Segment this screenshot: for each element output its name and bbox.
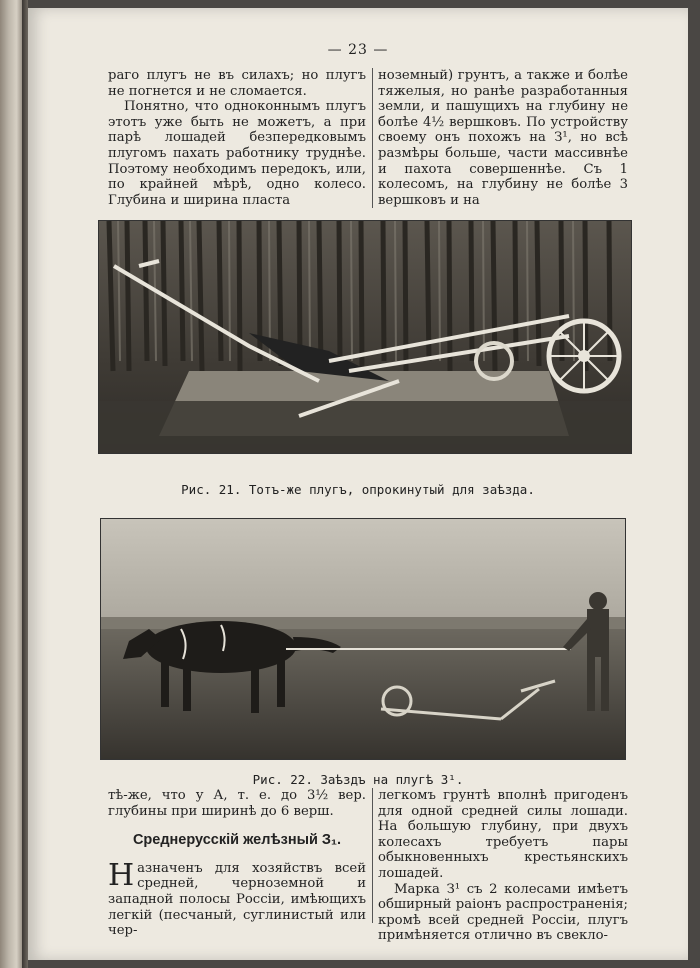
- top-right-column: [378, 68, 628, 208]
- drop-cap: Н: [108, 857, 135, 893]
- book-page: [28, 8, 688, 960]
- column-divider: [372, 788, 373, 923]
- figure-22-caption: Рис. 22. Заѣздъ на плугѣ З¹.: [252, 772, 464, 787]
- bottom-left-column: [108, 788, 366, 939]
- bottom-right-column: [378, 788, 628, 944]
- figure-22-photo: [100, 518, 626, 760]
- figure-21-photo: [98, 220, 632, 454]
- paragraph: [108, 857, 366, 939]
- column-divider: [372, 68, 373, 208]
- horse-ploughing-illustration: [101, 519, 625, 759]
- paragraph: раго плугъ не въ силахъ; но плугъ не погнется и не сломается.: [108, 68, 366, 99]
- paragraph-body: азначенъ для хозяйствъ всей средней, черноземной и западной полосы Россіи, имѣющихъ легкій (песчаный, суглинистый или чер-: [108, 860, 366, 939]
- plough-overturned-illustration: [99, 221, 631, 453]
- top-left-column: [108, 68, 366, 208]
- paragraph: легкомъ грунтѣ вполнѣ пригоденъ для одной средней силы лошади. На большую глубину, при двухъ колесахъ требуетъ пары обыкновенныхъ крестьянскихъ лошадей.: [378, 788, 628, 881]
- figure-21-caption: Рис. 21. Тотъ-же плугъ, опрокинутый для заѣзда.: [181, 482, 535, 497]
- page-number: — 23 —: [327, 42, 389, 58]
- paragraph: Понятно, что одноконнымъ плугъ этотъ уже быть не можетъ, а при парѣ лошадей безпередковымъ плугомъ пахать работнику труднѣе. Поэтому необходимъ передокъ, или, по крайней мѣрѣ, одно колесо. Глубина и ширина пласта: [108, 99, 366, 208]
- paragraph: Марка З¹ съ 2 колесами имѣетъ обширный раіонъ распространенія; кромѣ всей средней Россіи, плугъ примѣняется отлично въ свекло-: [378, 881, 628, 944]
- paragraph: тѣ-же, что у А, т. е. до 3½ вер. глубины при ширинѣ до 6 верш.: [108, 788, 366, 819]
- left-page-edge: [0, 0, 22, 968]
- paragraph: ноземный) грунтъ, а также и болѣе тяжелыя, но ранѣе разработанныя земли, и пашущихъ на глубину не болѣе 4½ вершковъ. По устройству своему онъ похожъ на З¹, но всѣ размѣры больше, части массивнѣе и пахота совершеннѣе. Съ 1 колесомъ, на глубину не болѣе 3 вершковъ и на: [378, 68, 628, 208]
- section-heading: Среднерусскій желѣзный З₁.: [132, 832, 342, 849]
